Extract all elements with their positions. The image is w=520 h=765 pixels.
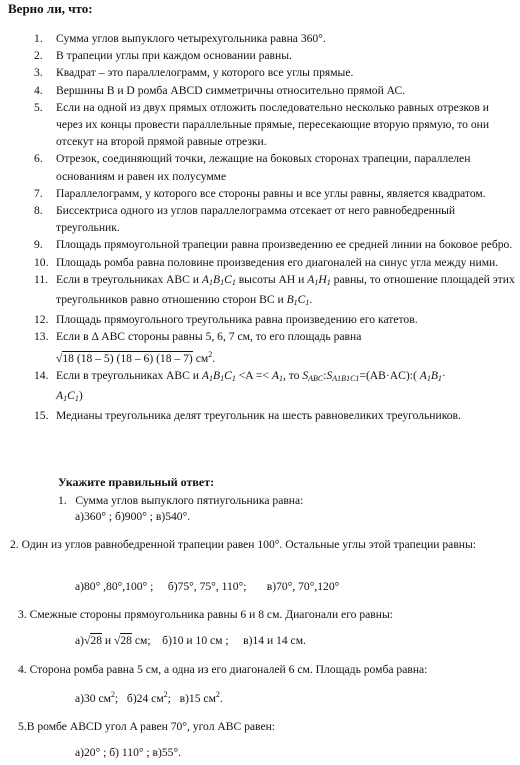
item-number: 2. [34, 49, 43, 63]
item-number: 1. [34, 32, 43, 45]
item-number: 10. [34, 255, 49, 269]
item-text: Сумма углов выпуклого четырехугольника равна 360°. [56, 32, 326, 45]
page-title: Верно ли, что: [8, 1, 93, 16]
text-fragment: равны, то отношение площадей этих треугольников равно отношению сторон BC и [56, 272, 515, 307]
text-fragment: см; [131, 634, 151, 647]
question-1 [58, 492, 303, 509]
question-5-options: а)20° ; б) 110° ; в)55°. [75, 746, 181, 759]
sqrt-expression: 18 (18 – 5) (18 – 6) (18 – 7) [62, 351, 193, 365]
list-item [12, 407, 516, 424]
sqrt-expression: 28 [120, 634, 132, 647]
list-item [12, 367, 516, 407]
list-item [12, 64, 516, 81]
math-a1b1c1: $A_1B_1C_1$ [201, 272, 236, 287]
list-item [12, 47, 516, 64]
question-number: 1. [58, 494, 67, 507]
item-number: 14. [34, 368, 49, 382]
item-text: Отрезок, соединяющий точки, лежащие на боковых сторонах трапеции, параллелен основаниям и равен их полусумме [56, 152, 471, 183]
list-item [12, 150, 516, 184]
text-fragment: и [101, 634, 114, 647]
item-number: 3. [34, 66, 43, 80]
item-text: Если в треугольниках ABC и $A_1B_1C_1$ высоты AH и $A_1H_1$ равны, то отношение площадей этих треугольников равно отношению сторон BC и $B_1C_1$. [56, 272, 515, 308]
item-number: 7. [34, 186, 43, 200]
option-c: в)70°, 70°,120° [266, 580, 340, 593]
item-number: 11. [34, 272, 49, 286]
sqrt-expression: 28 [90, 634, 102, 647]
list-item [12, 254, 516, 271]
list-item [12, 202, 516, 236]
question-4-options [75, 690, 223, 705]
list-item [12, 185, 516, 202]
item-text: Площадь прямоугольной трапеции равна произведению ее средней линии на боковое ребро. [56, 238, 513, 252]
question-text: Сумма углов выпуклого пятиугольника равна: [75, 494, 304, 507]
item-text: В трапеции углы при каждом основании равны. [56, 49, 292, 63]
math-a1b1: $A_1B_1$ [419, 368, 442, 383]
math-a1h1: $A_1H_1$ [307, 272, 331, 287]
list-item [12, 328, 516, 366]
item-number: 6. [34, 152, 43, 166]
option-a: а)30 $см^2$; [75, 690, 119, 705]
list-item [12, 236, 516, 253]
list-item [12, 311, 516, 328]
math-s-a1b1c1: $S_{A1B1C1}$ [326, 368, 360, 383]
text-fragment: Если в Δ ABC стороны равны 5, 6, 7 см, то его площадь равна [56, 330, 362, 344]
item-text: Вершины B и D ромба ABCD симметричны относительно прямой АС. [56, 83, 406, 97]
option-label: а) [75, 634, 85, 647]
item-number: 4. [34, 83, 43, 97]
option-text: б)24 см [126, 692, 164, 705]
math-b1c1: $B_1C_1$ [286, 293, 310, 308]
item-number: 15. [34, 409, 49, 423]
option-text: в)15 см [179, 692, 216, 705]
question-4: 4. Сторона ромба равна 5 см, а одна из его диагоналей 6 см. Площадь ромба равна: [18, 663, 428, 676]
option-c: в)15 $см^2$. [179, 690, 223, 705]
option-text: а)30 см [75, 692, 111, 705]
option-b: б)75°, 75°, 110°; [167, 580, 247, 593]
math-a1b1c1: $A_1B_1C_1$ [201, 368, 236, 383]
text-fragment: высоты AH и [235, 272, 308, 286]
item-text: Медианы треугольника делят треугольник на шесть равновеликих треугольников. [56, 409, 461, 423]
math-a1: $A_1$ [271, 368, 283, 383]
section-heading: Укажите правильный ответ: [58, 475, 215, 489]
item-text: Если в треугольниках ABC и $A_1B_1C_1 <A =< A_1$, то $S_{ABC}:S_{A1B1C1}=(AB\cdot AC)$:( $A_1B_1\cdot$ $A_1C_1$) [56, 368, 446, 404]
item-text: Биссектриса одного из углов параллелограмма отсекает от него равнобедренный треугольник. [56, 204, 456, 235]
question-2: 2. Один из углов равнобедренной трапеции равен 100°. Остальные углы этой трапеции равны: [10, 538, 477, 551]
unit-text: см [192, 351, 209, 365]
list-item [12, 271, 516, 311]
text-fragment: =(AB·AC):( [359, 368, 420, 382]
option-a: а)√28 и √28 см; [75, 634, 151, 647]
item-number: 8. [34, 204, 43, 218]
math-s-abc: $S_{ABC}$ [302, 368, 324, 383]
question-5: 5.В ромбе ABCD угол A равен 70°, угол ABC равен: [18, 720, 276, 733]
text-fragment: <A =< [235, 368, 272, 382]
text-fragment: , то [282, 368, 303, 382]
item-text: Параллелограмм, у которого все стороны равны и все углы равны, является квадратом. [56, 186, 486, 200]
question-3-options [75, 634, 306, 647]
text-fragment: Если в треугольниках ABC и [56, 272, 202, 286]
question-2-options [75, 580, 339, 593]
item-number: 9. [34, 238, 43, 252]
option-a: а)80° ,80°,100° ; [75, 580, 154, 593]
item-text: Если в Δ ABC стороны равны 5, 6, 7 см, то его площадь равна √18 (18 – 5) (18 – 6) (18 – 7) $см^2$. [56, 330, 362, 365]
list-item [12, 99, 516, 151]
item-number: 12. [34, 313, 49, 327]
item-number: 13. [34, 330, 49, 344]
item-text: Площадь прямоугольного треугольника равна произведению его катетов. [56, 313, 418, 327]
item-text: Квадрат – это параллелограмм, у которого все углы прямые. [56, 66, 354, 80]
item-number: 5. [34, 100, 43, 114]
option-b: б)10 и 10 см ; [162, 634, 229, 647]
question-3: 3. Смежные стороны прямоугольника равны 6 и 8 см. Диагонали его равны: [18, 608, 394, 621]
list-item [12, 30, 516, 47]
item-text: Площадь ромба равна половине произведения его диагоналей на синус угла между ними. [56, 255, 499, 269]
math-a1c1: $A_1C_1$ [56, 389, 79, 404]
option-c: в)14 и 14 см. [243, 634, 306, 647]
option-b: б)24 $см^2$; [126, 690, 171, 705]
list-item [12, 82, 516, 99]
item-text: Если на одной из двух прямых отложить последовательно несколько равных отрезков и через их концы провести параллельные прямые, пересекающие вторую прямую, то они отсекут на второй прямой равные отрезки. [56, 100, 490, 149]
question-1-options: а)360° ; б)900° ; в)540°. [75, 510, 191, 523]
text-fragment: Если в треугольниках ABC и [56, 368, 202, 382]
statements-list [12, 30, 516, 424]
